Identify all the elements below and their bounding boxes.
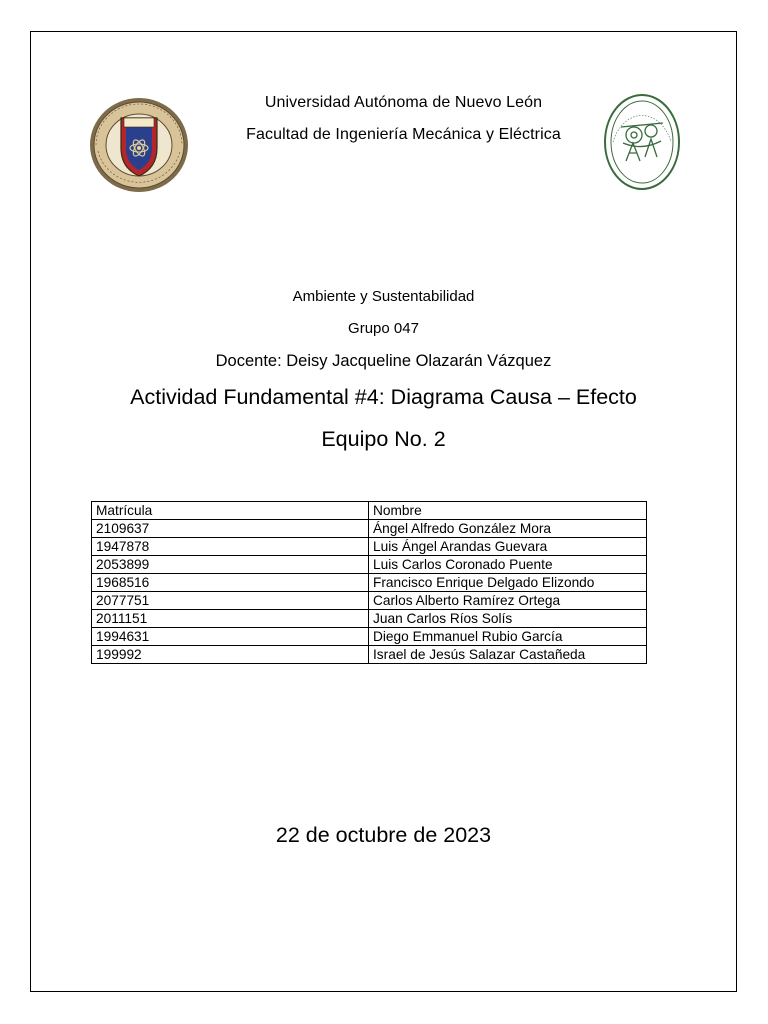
cell-matricula: 2109637 — [92, 520, 369, 538]
cell-nombre: Luis Ángel Arandas Guevara — [369, 538, 647, 556]
table-row — [92, 574, 647, 592]
cell-matricula: 1968516 — [92, 574, 369, 592]
cell-matricula: 2011151 — [92, 610, 369, 628]
cell-nombre: Juan Carlos Ríos Solís — [369, 610, 647, 628]
cell-nombre: Israel de Jesús Salazar Castañeda — [369, 646, 647, 664]
cell-nombre: Francisco Enrique Delgado Elizondo — [369, 574, 647, 592]
table-header-row — [92, 502, 647, 520]
header-nombre: Nombre — [369, 502, 647, 520]
subject-line: Ambiente y Sustentabilidad — [292, 288, 475, 305]
cell-matricula: 1947878 — [92, 538, 369, 556]
cell-matricula: 1994631 — [92, 628, 369, 646]
activity-title: Actividad Fundamental #4: Diagrama Causa – Efecto — [130, 385, 637, 409]
table-row — [92, 628, 647, 646]
faculty-name: Facultad de Ingeniería Mecánica y Eléctrica — [246, 126, 561, 143]
cell-matricula: 2053899 — [92, 556, 369, 574]
university-name: Universidad Autónoma de Nuevo León — [264, 94, 543, 111]
cell-nombre: Ángel Alfredo González Mora — [369, 520, 647, 538]
team-line: Equipo No. 2 — [321, 427, 446, 451]
cell-nombre: Diego Emmanuel Rubio García — [369, 628, 647, 646]
cell-matricula: 2077751 — [92, 592, 369, 610]
teacher-line: Docente: Deisy Jacqueline Olazarán Vázquez — [215, 352, 552, 370]
table-row — [92, 538, 647, 556]
document-page — [30, 31, 737, 992]
cell-nombre: Carlos Alberto Ramírez Ortega — [369, 592, 647, 610]
table-row — [92, 520, 647, 538]
document-date: 22 de octubre de 2023 — [275, 823, 492, 847]
group-line: Grupo 047 — [348, 320, 419, 337]
table-row — [92, 556, 647, 574]
table-row — [92, 610, 647, 628]
table-row — [92, 592, 647, 610]
table-row — [92, 646, 647, 664]
header-matricula: Matrícula — [92, 502, 369, 520]
roster-table — [91, 501, 647, 664]
cell-matricula: 199992 — [92, 646, 369, 664]
cell-nombre: Luis Carlos Coronado Puente — [369, 556, 647, 574]
